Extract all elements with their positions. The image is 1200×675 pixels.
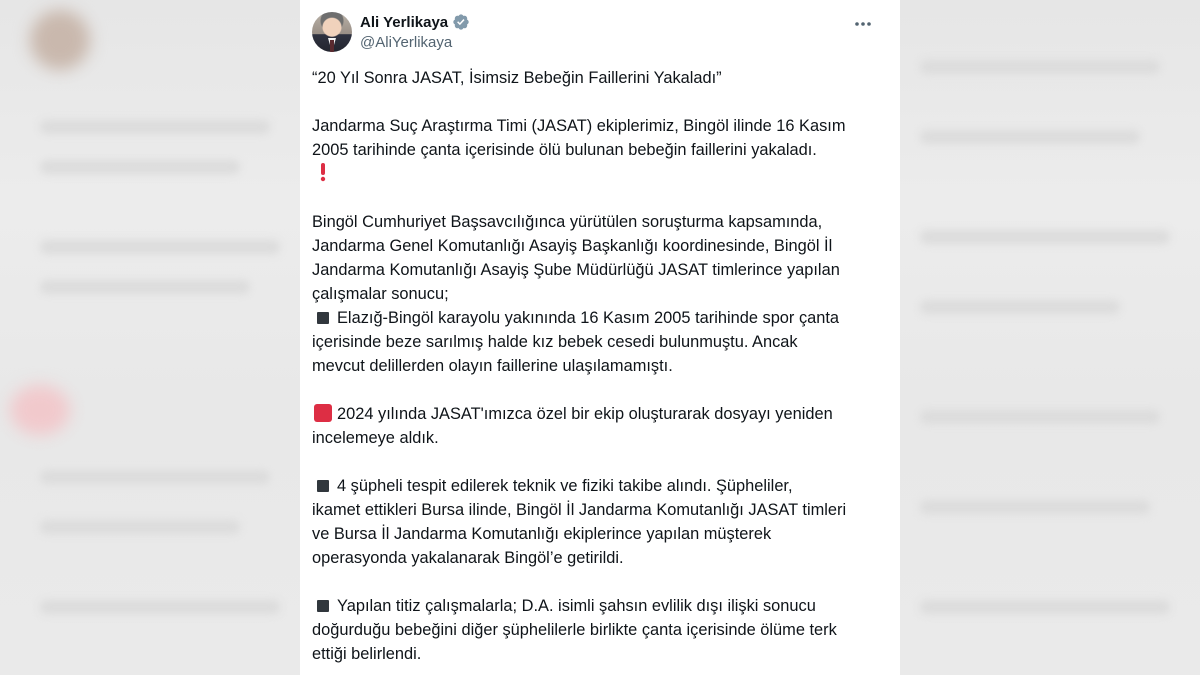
bullet-line: [312, 594, 884, 618]
bullet-text: Elazığ-Bingöl karayolu yakınında 16 Kasım 2005 tarihinde spor çanta: [337, 309, 840, 327]
blurred-text-line: [920, 60, 1160, 74]
tweet-paragraph-line: Bingöl Cumhuriyet Başsavcılığınca yürütülen soruşturma kapsamında,: [312, 213, 823, 231]
tweet-paragraph-line: 2005 tarihinde çanta içerisinde ölü bulunan bebeğin faillerini yakaladı.: [312, 141, 817, 159]
tweet-paragraph-line: çalışmalar sonucu;: [312, 285, 449, 303]
tweet-text: [312, 66, 884, 666]
tweet-paragraph-line: Jandarma Komutanlığı Asayiş Şube Müdürlüğü JASAT timlerince yapılan: [312, 261, 840, 279]
author-name-row: [360, 13, 470, 31]
bullet-text: Yapılan titiz çalışmalarla; D.A. isimli şahsın evlilik dışı ilişki sonucu: [337, 597, 816, 615]
bullet-line: [312, 306, 884, 330]
blurred-text-line: [40, 600, 280, 614]
tweet-paragraph-line: mevcut delillerden olayın faillerine ulaşılamamıştı.: [312, 357, 673, 375]
red-exclamation-icon: [318, 162, 328, 182]
tweet-paragraph-line: operasyonda yakalanarak Bingöl’e getirildi.: [312, 549, 624, 567]
bullet-text: 4 şüpheli tespit edilerek teknik ve fiziki takibe alındı. Şüpheliler,: [337, 477, 793, 495]
blurred-text-line: [40, 240, 280, 254]
blurred-text-line: [920, 500, 1150, 514]
blurred-text-line: [920, 300, 1120, 314]
black-square-bullet-icon: [317, 312, 329, 324]
tweet-title: “20 Yıl Sonra JASAT, İsimsiz Bebeğin Faillerini Yakaladı”: [312, 69, 722, 87]
tweet-paragraph-line: ettiği belirlendi.: [312, 645, 422, 663]
avatar[interactable]: [312, 12, 352, 52]
background-left-blur: [0, 0, 300, 675]
blurred-text-line: [920, 600, 1170, 614]
tweet-card: [300, 0, 900, 675]
black-square-bullet-icon: [317, 600, 329, 612]
tweet-paragraph-line: Jandarma Suç Araştırma Timi (JASAT) ekiplerimiz, Bingöl ilinde 16 Kasım: [312, 117, 846, 135]
blurred-red-shape: [10, 385, 70, 435]
blurred-text-line: [40, 280, 250, 294]
black-square-bullet-icon: [317, 480, 329, 492]
avatar-tie-shape: [330, 40, 334, 52]
tweet-paragraph-line: ve Bursa İl Jandarma Komutanlığı ekiplerince yapılan müşterek: [312, 525, 772, 543]
blurred-avatar-shape: [30, 10, 90, 70]
blurred-text-line: [920, 230, 1170, 244]
more-options-icon[interactable]: [852, 14, 874, 34]
red-square-icon: [314, 404, 332, 422]
blurred-text-line: [40, 160, 240, 174]
blurred-text-line: [40, 520, 240, 534]
tweet-paragraph-line: incelemeye aldık.: [312, 429, 439, 447]
tweet-paragraph-line: ikamet ettikleri Bursa ilinde, Bingöl İl Jandarma Komutanlığı JASAT timleri: [312, 501, 847, 519]
exclamation-line: [312, 162, 884, 186]
bullet-text: 2024 yılında JASAT'ımızca özel bir ekip oluşturarak dosyayı yeniden: [337, 405, 833, 423]
blurred-text-line: [920, 130, 1140, 144]
author-display-name[interactable]: Ali Yerlikaya: [360, 13, 449, 31]
blurred-text-line: [40, 470, 270, 484]
blurred-text-line: [920, 410, 1160, 424]
tweet-paragraph-line: doğurduğu bebeğini diğer şüphelilerle birlikte çanta içerisinde ölüme terk: [312, 621, 837, 639]
background-right-blur: [900, 0, 1200, 675]
tweet-paragraph-line: Jandarma Genel Komutanlığı Asayiş Başkanlığı koordinesinde, Bingöl İl: [312, 237, 833, 255]
blurred-text-line: [40, 120, 270, 134]
red-bullet-line: [312, 402, 884, 426]
bullet-line: [312, 474, 884, 498]
author-handle[interactable]: @AliYerlikaya: [360, 34, 453, 51]
tweet-paragraph-line: içerisinde beze sarılmış halde kız bebek cesedi bulunmuştu. Ancak: [312, 333, 798, 351]
verified-badge-icon: [452, 13, 470, 31]
